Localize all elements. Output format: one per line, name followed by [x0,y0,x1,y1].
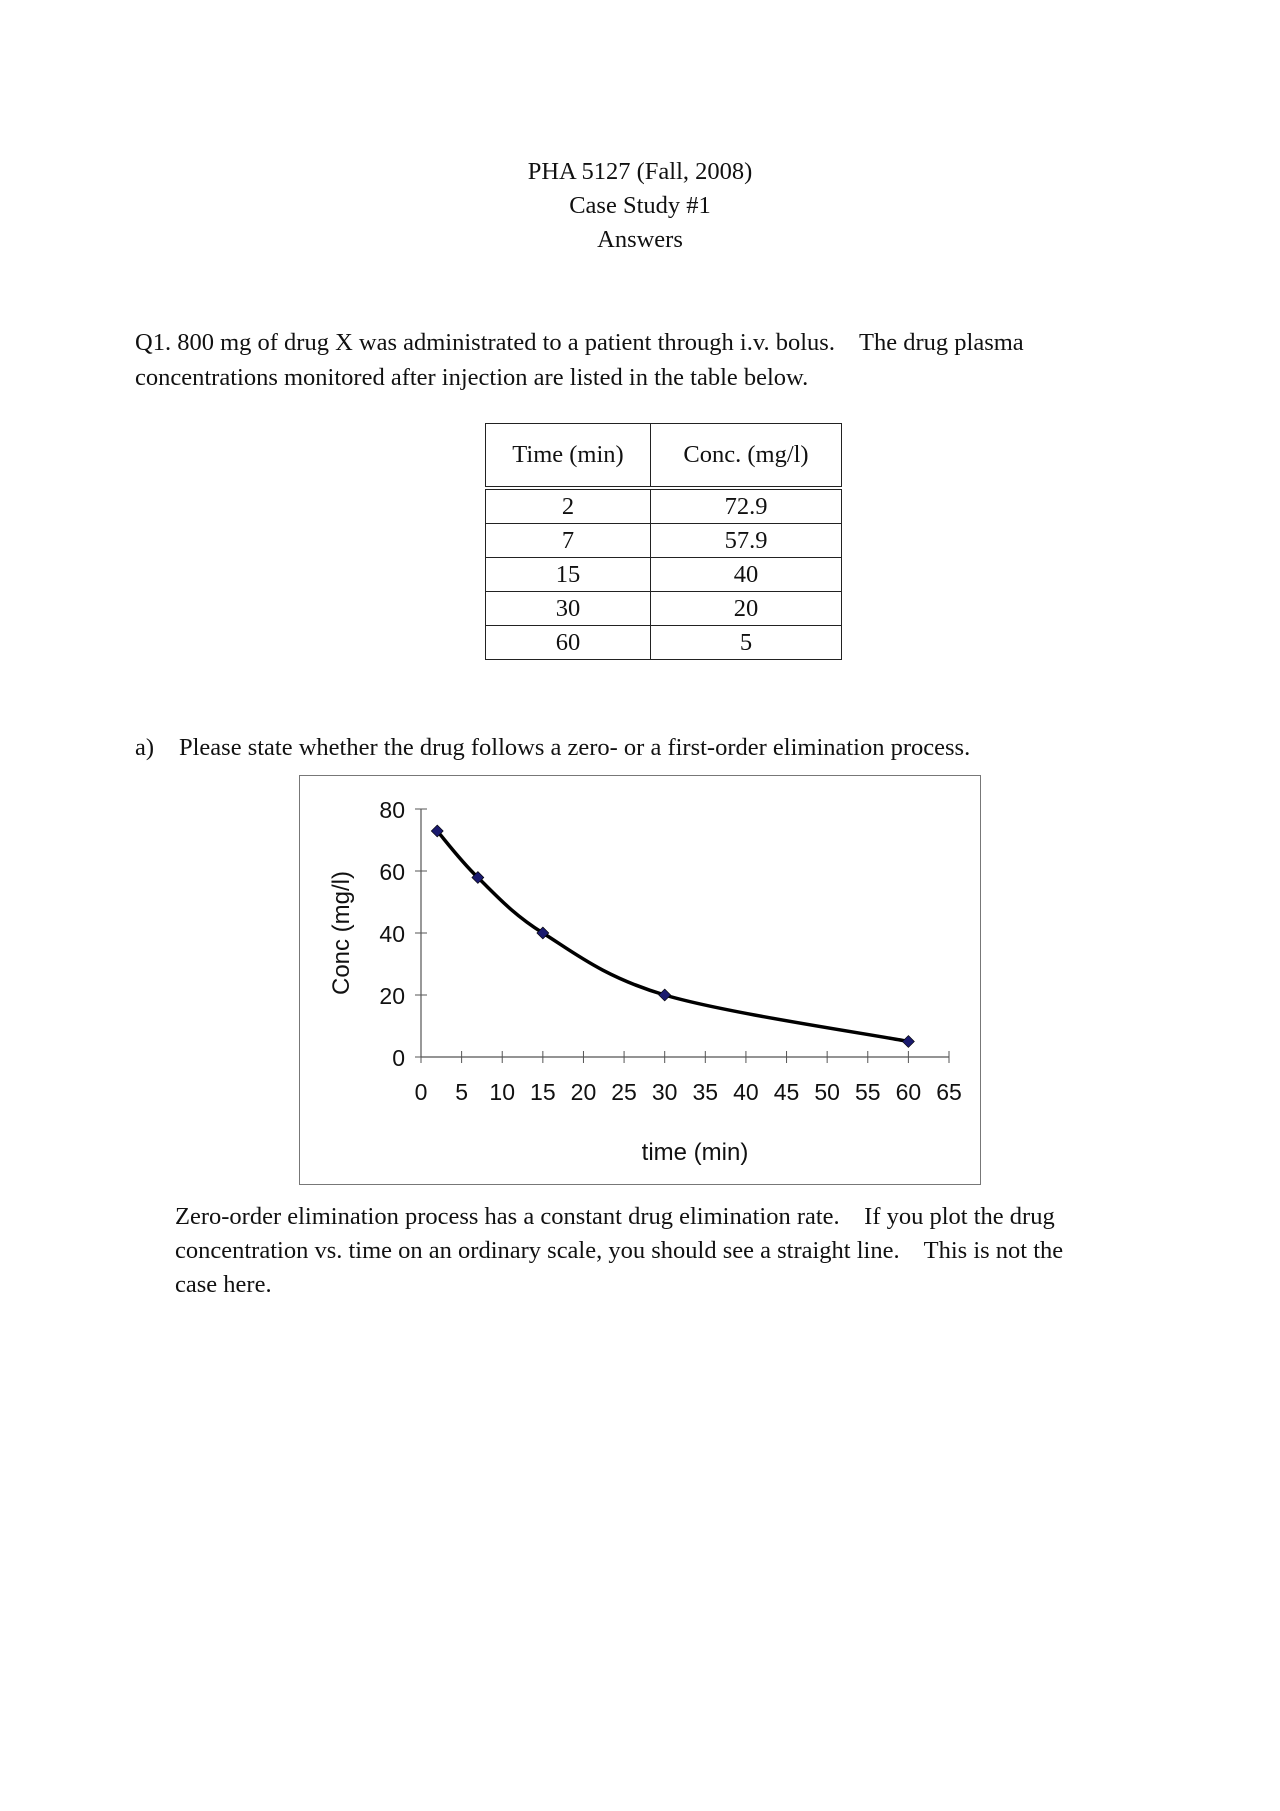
y-tick-label: 0 [392,1045,405,1071]
time-cell: 2 [486,488,651,524]
time-cell: 15 [486,558,651,592]
x-tick-label: 55 [854,1079,881,1105]
x-tick-label: 60 [895,1079,922,1105]
x-tick-label: 65 [936,1079,962,1105]
question-1-line-1: Q1. 800 mg of drug X was administrated to a patient through i.v. bolus. The drug plasma [135,329,1024,356]
table-row [486,524,842,558]
question-a [135,730,970,765]
x-tick-label: 5 [455,1079,469,1105]
time-cell: 60 [486,626,651,660]
question-1 [135,325,1145,395]
document-header [0,155,1280,257]
table-row [486,592,842,626]
concentration-chart [299,775,981,1185]
x-tick-label: 30 [651,1079,678,1105]
x-tick-label: 35 [692,1079,719,1105]
x-tick-label: 15 [530,1079,556,1105]
answers-title: Answers [597,226,683,253]
case-study-title: Case Study #1 [569,192,711,219]
answer-line-1: Zero-order elimination process has a constant drug elimination rate. If you plot the drug [175,1203,1055,1230]
x-tick-label: 0 [414,1079,428,1105]
y-tick-label: 40 [379,921,405,947]
x-tick-label: 40 [733,1079,759,1105]
time-column-header: Time (min) [486,424,651,489]
table-header-row [486,424,842,489]
question-a-marker: a) [135,734,155,761]
table-row [486,558,842,592]
x-axis-label: time (min) [641,1139,749,1166]
answer-line-3: case here. [175,1271,272,1298]
table-row [486,488,842,524]
table-row [486,626,842,660]
y-tick-label: 20 [379,983,405,1009]
time-cell: 30 [486,592,651,626]
answer-a [175,1200,1135,1302]
conc-cell: 5 [651,626,842,660]
x-tick-label: 50 [814,1079,840,1105]
fitted-curve-line [437,831,908,1041]
question-a-text: Please state whether the drug follows a zero- or a first-order elimination process. [179,734,971,761]
x-tick-label: 10 [489,1079,516,1105]
question-1-line-2: concentrations monitored after injection are listed in the table below. [135,364,809,391]
concentration-table [485,423,842,660]
chart-svg [300,776,982,1186]
data-point-marker [902,1036,914,1048]
conc-cell: 40 [651,558,842,592]
conc-cell: 72.9 [651,488,842,524]
x-tick-label: 25 [611,1079,637,1105]
course-title: PHA 5127 (Fall, 2008) [527,158,753,185]
y-axis-label: Conc (mg/l) [328,870,355,996]
time-cell: 7 [486,524,651,558]
conc-column-header: Conc. (mg/l) [651,424,842,489]
answer-line-2: concentration vs. time on an ordinary scale, you should see a straight line. This is not the [175,1237,1064,1264]
y-tick-label: 60 [379,859,405,885]
conc-cell: 57.9 [651,524,842,558]
x-tick-label: 20 [570,1079,597,1105]
x-tick-label: 45 [773,1079,800,1105]
data-point-marker [659,989,671,1001]
y-tick-label: 80 [379,797,405,823]
conc-cell: 20 [651,592,842,626]
